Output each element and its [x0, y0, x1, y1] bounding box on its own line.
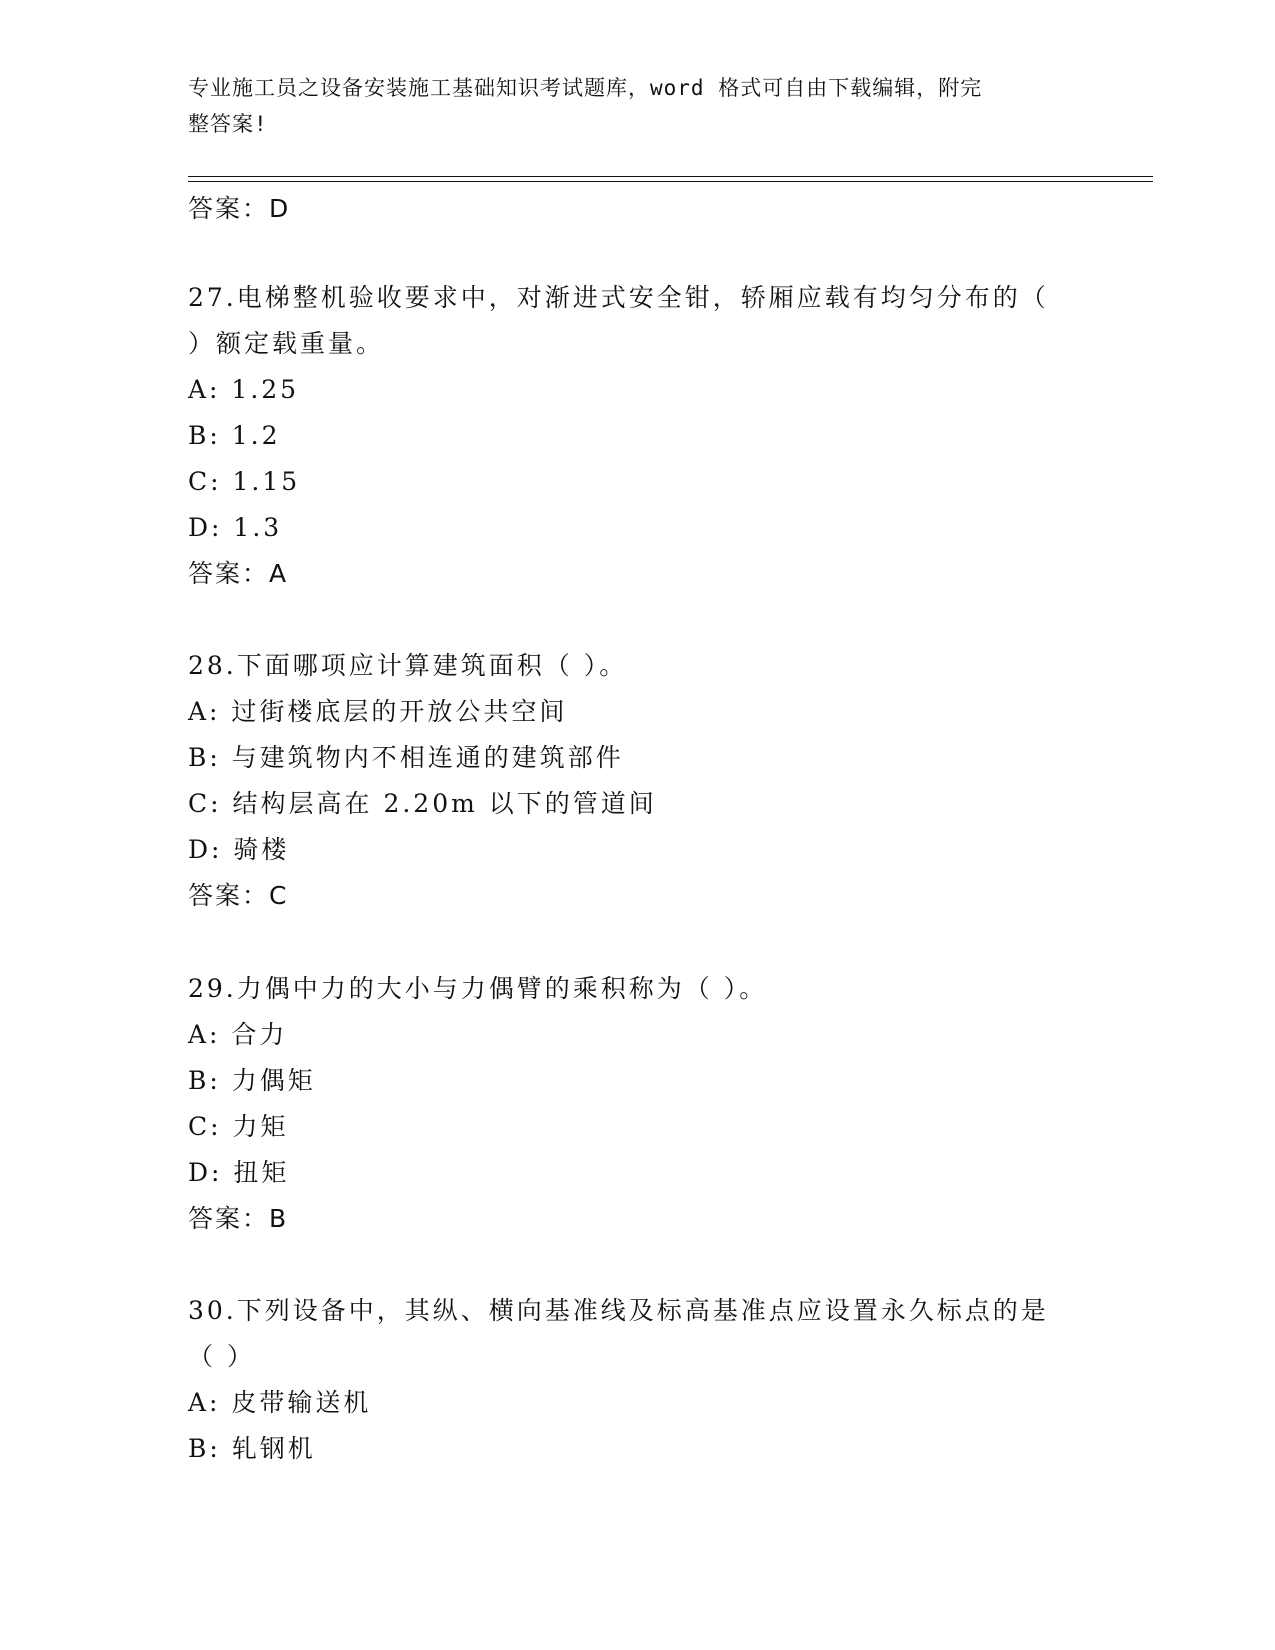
option-a: A: 皮带输送机 [188, 1388, 372, 1417]
option-c: C: 结构层高在 2.20m 以下的管道间 [188, 789, 657, 818]
answer-label: 答案：C [188, 881, 289, 910]
option-a: A: 合力 [188, 1020, 288, 1049]
option-d: D: 1.3 [188, 513, 283, 542]
header-divider-bottom [188, 181, 1153, 182]
option-c: C: 1.15 [188, 467, 301, 496]
previous-answer-block [188, 186, 1088, 232]
option-b: B: 与建筑物内不相连通的建筑部件 [188, 743, 624, 772]
header-line-2: 整答案! [188, 112, 268, 136]
header-divider-top [188, 176, 1153, 177]
option-d: D: 骑楼 [188, 835, 290, 864]
option-c: C: 力矩 [188, 1112, 289, 1141]
question-stem: 30.下列设备中，其纵、横向基准线及标高基准点应设置永久标点的是 [188, 1296, 1049, 1325]
question-stem: 29.力偶中力的大小与力偶臂的乘积称为（ ）。 [188, 974, 768, 1003]
option-a: A: 1.25 [188, 375, 300, 404]
question-30 [188, 1288, 1088, 1472]
answer-label: 答案：B [188, 1204, 289, 1233]
question-stem: 28.下面哪项应计算建筑面积（ ）。 [188, 651, 628, 680]
question-28 [188, 643, 1088, 919]
option-b: B: 1.2 [188, 421, 281, 450]
question-27 [188, 275, 1088, 597]
option-b: B: 力偶矩 [188, 1066, 316, 1095]
header-line-1: 专业施工员之设备安装施工基础知识考试题库，word 格式可自由下载编辑，附完 [188, 76, 983, 100]
question-stem: 27.电梯整机验收要求中，对渐进式安全钳，轿厢应载有均匀分布的（ [188, 283, 1049, 312]
question-29 [188, 966, 1088, 1242]
question-stem-continued: ）额定载重量。 [188, 329, 385, 358]
option-a: A: 过街楼底层的开放公共空间 [188, 697, 568, 726]
question-stem-continued: （ ） [188, 1342, 255, 1371]
document-header [188, 70, 1068, 142]
option-d: D: 扭矩 [188, 1158, 290, 1187]
option-b: B: 轧钢机 [188, 1434, 316, 1463]
answer-label: 答案：D [188, 194, 291, 223]
answer-label: 答案：A [188, 559, 289, 588]
